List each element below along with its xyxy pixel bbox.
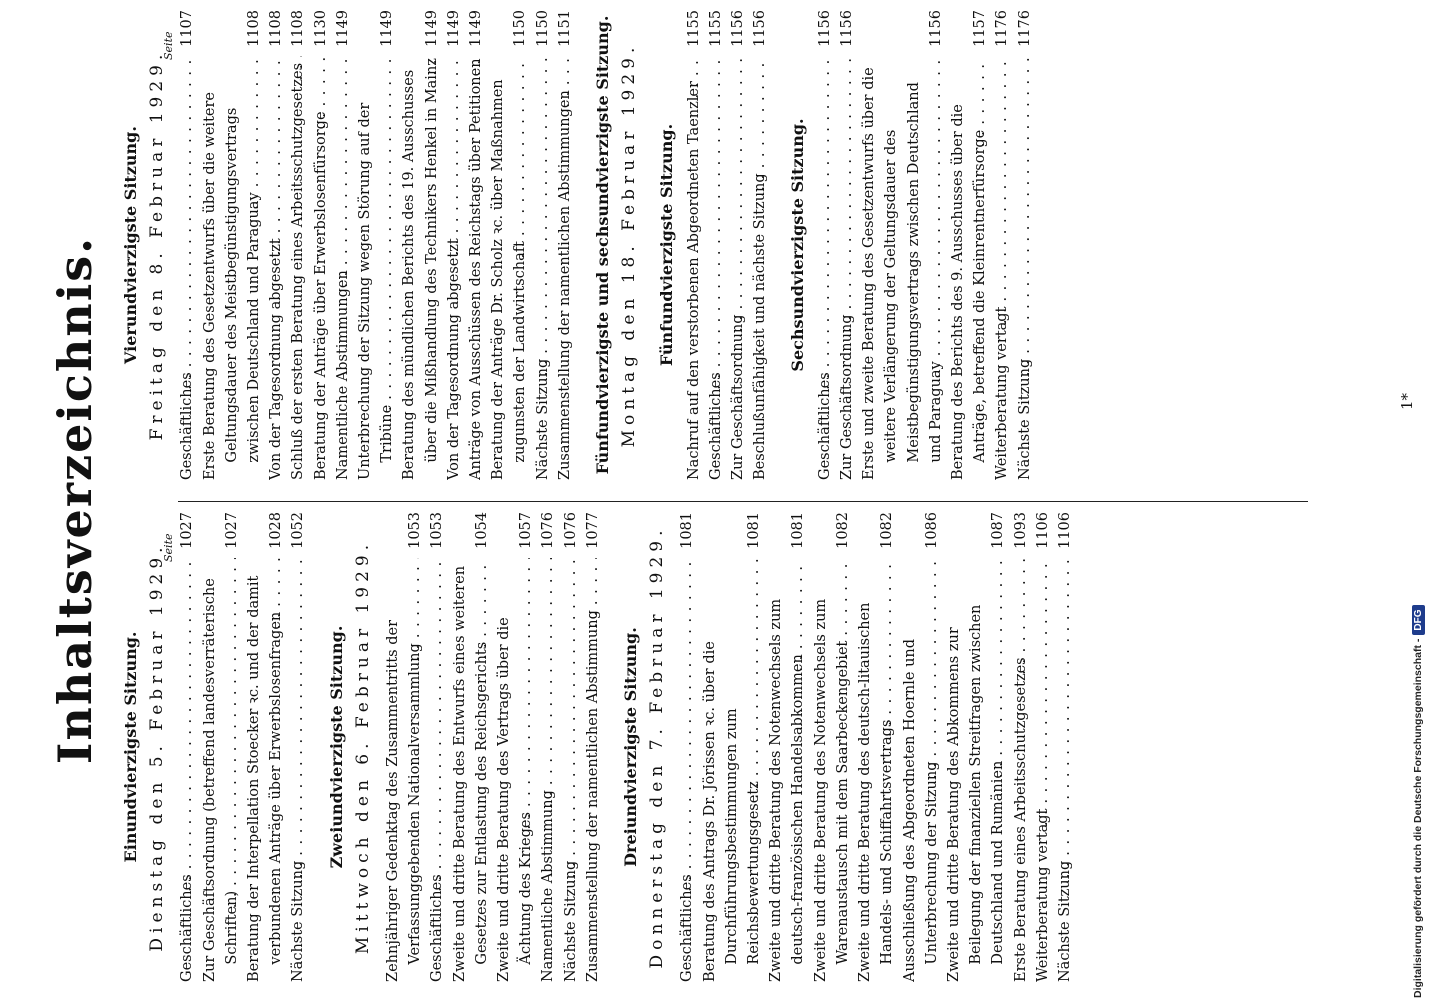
toc-entry: [582, 512, 604, 982]
entry-page-number: 1155: [683, 10, 705, 56]
toc-entry: [487, 10, 531, 480]
entry-page-number: 1156: [727, 10, 749, 56]
entry-page-number: 1076: [537, 512, 559, 558]
left-column: [120, 512, 1092, 982]
session-block: [120, 10, 576, 480]
entry-page-number: 1087: [987, 512, 1009, 558]
entry-page-number: 1156: [925, 10, 947, 56]
entry-text: Von der Tagesordnung abgesetzt . . .: [443, 56, 465, 480]
entry-text: Zweite und dritte Beratung des Abkommens zur Beilegung der finanziellen Streitfragen zwischen Deutschland und Rumänien . . .: [943, 558, 1010, 982]
entry-page-number: 1149: [332, 10, 354, 56]
entry-text: Geschäftliches . . .: [176, 558, 198, 982]
entry-page-number: 1156: [814, 10, 836, 56]
session-block: [656, 10, 771, 480]
entry-page-number: 1076: [560, 512, 582, 558]
dfg-watermark: [1412, 606, 1425, 999]
entry-text: Schluß der ersten Beratung eines Arbeitsschutzgesetzes . . .: [287, 56, 309, 480]
toc-entry: [554, 10, 576, 480]
entry-page-number: 1149: [376, 10, 398, 56]
toc-entry: [465, 10, 487, 480]
entry-text: Beratung des Berichts des 9. Ausschusses über die Anträge, betreffend die Kleinrentnerfürsorge . . .: [947, 56, 991, 480]
entry-page-number: 1149: [443, 10, 465, 56]
toc-entry: [1054, 512, 1076, 982]
entry-page-number: 1157: [969, 10, 991, 56]
entry-text: Anträge von Ausschüssen des Reichstags über Petitionen . . .: [465, 56, 487, 480]
toc-entry: [332, 10, 354, 480]
entry-text: Zweite und dritte Beratung des Notenwechsels zum deutsch-französischen Handelsabkommen . . .: [765, 558, 809, 982]
entry-text: Geschäftliches . . .: [176, 56, 198, 480]
toc-entry: [749, 10, 771, 480]
entry-text: Geschäftliches . . .: [676, 558, 698, 982]
session-block: [326, 512, 604, 982]
entry-text: Erste Beratung des Gesetzentwurfs über die weitere Geltungsdauer des Meistbegünstigungsvertrags zwischen Deutschland und Paraguay . . .: [199, 56, 266, 480]
toc-entry: [699, 512, 766, 982]
toc-entry: [176, 512, 198, 982]
entry-text: Beratung der Anträge über Erwerbslosenfürsorge . . .: [310, 56, 332, 480]
entry-page-number: 1176: [1014, 10, 1036, 56]
entry-page-number: 1054: [471, 512, 493, 558]
entry-page-number: 1149: [465, 10, 487, 56]
dfg-logo: DFG: [1412, 606, 1425, 635]
entry-text: Nächste Sitzung . . .: [532, 56, 554, 480]
entry-text: Zweite und dritte Beratung des Entwurfs eines weiteren Gesetzes zur Entlastung des Reichsgerichts . . .: [449, 558, 493, 982]
session-title: Zweiundvierzigste Sitzung.: [326, 625, 346, 869]
entry-page-number: 1156: [836, 10, 858, 56]
toc-entry: [443, 10, 465, 480]
entry-text: Beratung des Antrags Dr. Jörissen ꝛc. über die Durchführungsbestimmungen zum Reichsbewertungsgesetz . . .: [699, 558, 766, 982]
toc-entry: [991, 10, 1013, 480]
entry-text: Geschäftliches . . .: [426, 558, 448, 982]
entry-text: Zur Geschäftsordnung . . .: [727, 56, 749, 480]
session-title: Fünfundvierzigste Sitzung.: [657, 123, 677, 367]
entry-text: Geschäftliches . . .: [705, 56, 727, 480]
toc-entry: [854, 512, 898, 982]
entry-text: Namentliche Abstimmungen . . .: [332, 56, 354, 480]
toc-entry: [705, 10, 727, 480]
entry-text: Geschäftliches . . .: [814, 56, 836, 480]
session-date: Donnerstag den 7. Februar 1929.: [647, 525, 668, 969]
entry-page-number: 1082: [832, 512, 854, 558]
entry-page-number: 1052: [287, 512, 309, 558]
session-block: [120, 512, 310, 982]
entry-text: Von der Tagesordnung abgesetzt . . .: [265, 56, 287, 480]
session-date: Montag den 18. Februar 1929.: [619, 42, 640, 448]
entry-page-number: 1108: [243, 10, 265, 56]
toc-entry: [1010, 512, 1032, 982]
toc-entry: [199, 512, 243, 982]
entry-page-number: 1150: [532, 10, 554, 56]
toc-entry: [810, 512, 854, 982]
entry-text: Beschlußunfähigkeit und nächste Sitzung . . .: [749, 56, 771, 480]
page-mark: 1*: [1398, 392, 1416, 410]
toc-entry: [287, 10, 309, 480]
entry-text: Ausschließung des Abgeordneten Hoernle und Unterbrechung der Sitzung . . .: [899, 558, 943, 982]
entry-text: Weiterberatung vertagt . . .: [1032, 558, 1054, 982]
toc-entry: [398, 10, 442, 480]
entry-page-number: 1150: [509, 10, 531, 56]
entry-text: Zur Geschäftsordnung (betreffend landesverräterische Schriften) . . .: [199, 558, 243, 982]
entry-text: Zur Geschäftsordnung . . .: [836, 56, 858, 480]
entry-page-number: 1176: [991, 10, 1013, 56]
toc-entry: [426, 512, 448, 982]
toc-entry: [1014, 10, 1036, 480]
entry-text: Namentliche Abstimmung . . .: [537, 558, 559, 982]
entry-text: Zusammenstellung der namentlichen Abstimmungen . . .: [554, 56, 576, 480]
session-date: Dienstag den 5. Februar 1929.: [147, 542, 168, 952]
entry-page-number: 1053: [426, 512, 448, 558]
entry-text: Nächste Sitzung . . .: [560, 558, 582, 982]
toc-entry: [493, 512, 537, 982]
entry-text: Zweite und dritte Beratung des Notenwechsels zum Warenaustausch mit dem Saarbeckengebiet . . .: [810, 558, 854, 982]
session-date: Freitag den 8. Februar 1929.: [147, 49, 168, 441]
toc-entry: [765, 512, 809, 982]
session-block: [592, 10, 640, 480]
entry-page-number: 1027: [176, 512, 198, 558]
entry-text: Beratung des mündlichen Berichts des 19. Ausschusses über die Mißhandlung des Technikers Henkel in Mainz . . .: [398, 56, 442, 480]
entry-page-number: 1081: [787, 512, 809, 558]
toc-entry: [676, 512, 698, 982]
entry-page-number: 1053: [404, 512, 426, 558]
session-block: [787, 10, 1035, 480]
toc-entry: [814, 10, 836, 480]
entry-text: Beratung der Anträge Dr. Scholz ꝛc. über Maßnahmen zugunsten der Landwirtschaft . . .: [487, 56, 531, 480]
entry-page-number: 1130: [310, 10, 332, 56]
entry-page-number: 1081: [743, 512, 765, 558]
toc-entry: [683, 10, 705, 480]
toc-entry: [382, 512, 426, 982]
toc-entry: [449, 512, 493, 982]
toc-entry: [899, 512, 943, 982]
entry-page-number: 1107: [176, 10, 198, 56]
session-title: Fünfundvierzigste und sechsundvierzigste Sitzung.: [593, 15, 613, 475]
entry-text: Zweite und dritte Beratung des deutsch-litauischen Handels- und Schiffahrtsvertrags . . .: [854, 558, 898, 982]
watermark-text: Digitalisierung gefördert durch die Deutsche Forschungsgemeinschaft -: [1412, 638, 1424, 998]
entry-page-number: 1057: [515, 512, 537, 558]
column-divider: [178, 501, 1308, 502]
toc-entry: [727, 10, 749, 480]
right-column: [120, 10, 1052, 480]
entry-page-number: 1093: [1010, 512, 1032, 558]
entry-page-number: 1077: [582, 512, 604, 558]
page-title: Inhaltsverzeichnis.: [48, 235, 102, 765]
session-date: Mittwoch den 6. Februar 1929.: [352, 539, 373, 955]
toc-entry: [265, 10, 287, 480]
toc-entry: [947, 10, 991, 480]
toc-entry: [287, 512, 309, 982]
entry-page-number: 1028: [265, 512, 287, 558]
session-title: Sechsundvierzigste Sitzung.: [788, 118, 808, 372]
entry-text: Nachruf auf den verstorbenen Abgeordneten Taenzler . . .: [683, 56, 705, 480]
toc-entry: [310, 10, 332, 480]
session-block: [620, 512, 1076, 982]
session-title: Dreiundvierzigste Sitzung.: [621, 627, 641, 867]
toc-entry: [532, 10, 554, 480]
toc-entry: [537, 512, 559, 982]
entry-text: Unterbrechung der Sitzung wegen Störung auf der Tribüne . . .: [354, 56, 398, 480]
entry-page-number: 1149: [421, 10, 443, 56]
seite-label-right: Seite: [162, 31, 175, 60]
entry-text: Zweite und dritte Beratung des Vertrags über die Ächtung des Krieges . . .: [493, 558, 537, 982]
seite-label-left: Seite: [162, 533, 175, 562]
entry-page-number: 1106: [1054, 512, 1076, 558]
entry-page-number: 1082: [876, 512, 898, 558]
entry-text: Weiterberatung vertagt . . .: [991, 56, 1013, 480]
entry-page-number: 1155: [705, 10, 727, 56]
session-title: Einundvierzigste Sitzung.: [121, 631, 140, 863]
toc-entry: [199, 10, 266, 480]
entry-page-number: 1027: [221, 512, 243, 558]
entry-text: Nächste Sitzung . . .: [1054, 558, 1076, 982]
toc-entry: [943, 512, 1010, 982]
entry-text: Nächste Sitzung . . .: [1014, 56, 1036, 480]
entry-page-number: 1086: [921, 512, 943, 558]
entry-page-number: 1108: [265, 10, 287, 56]
entry-text: Erste Beratung eines Arbeitsschutzgesetzes . . .: [1010, 558, 1032, 982]
entry-page-number: 1108: [287, 10, 309, 56]
toc-entry: [243, 512, 287, 982]
entry-text: Beratung der Interpellation Stoecker ꝛc. und der damit verbundenen Anträge über Erwerbslosenfragen . . .: [243, 558, 287, 982]
entry-text: Erste und zweite Beratung des Gesetzentwurfs über die weitere Verlängerung der Geltungsdauer des Meistbegünstigungsvertrags zwischen Deutschland und Paraguay . . .: [858, 56, 947, 480]
toc-entry: [1032, 512, 1054, 982]
entry-text: Zehnjähriger Gedenktag des Zusammentritts der Verfassunggebenden Nationalversammlung . . .: [382, 558, 426, 982]
entry-page-number: 1151: [554, 10, 576, 56]
entry-page-number: 1081: [676, 512, 698, 558]
entry-text: Nächste Sitzung . . .: [287, 558, 309, 982]
toc-entry: [836, 10, 858, 480]
toc-entry: [560, 512, 582, 982]
toc-entry: [354, 10, 398, 480]
session-title: Vierundvierzigste Sitzung.: [121, 126, 140, 364]
toc-entry: [858, 10, 947, 480]
entry-page-number: 1156: [749, 10, 771, 56]
entry-text: Zusammenstellung der namentlichen Abstimmung . . .: [582, 558, 604, 982]
entry-page-number: 1106: [1032, 512, 1054, 558]
toc-entry: [176, 10, 198, 480]
